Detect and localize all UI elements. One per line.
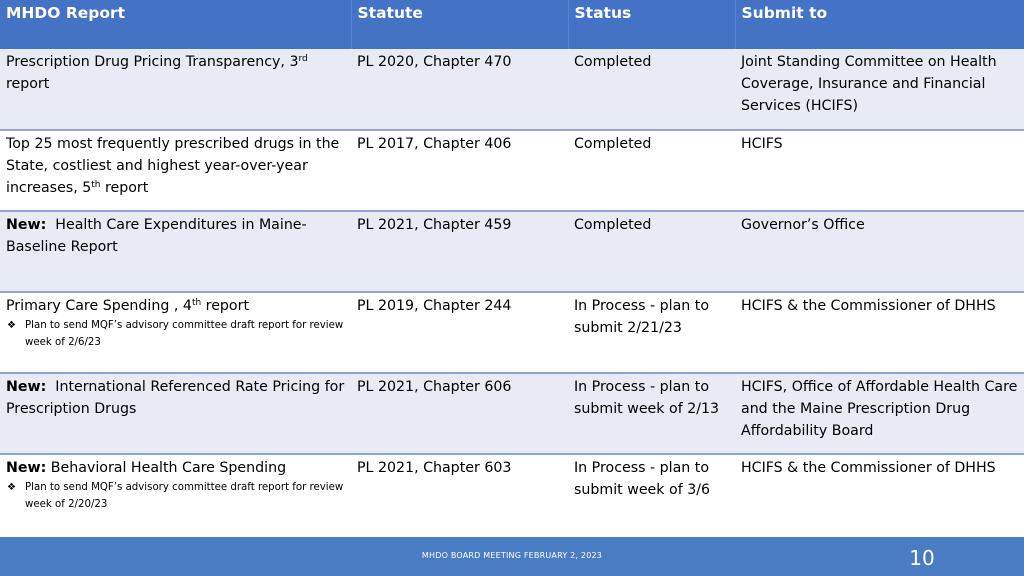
report-title: Behavioral Health Care Spending — [46, 460, 287, 476]
status-cell: In Process - plan to submit week of 3/6 — [568, 454, 735, 535]
submit-to-cell: Joint Standing Committee on Health Coverage, Insurance and Financial Services (HCIFS) — [735, 49, 1024, 130]
header-submit-to: Submit to — [735, 0, 1024, 49]
table-header — [0, 0, 1024, 49]
statute-cell: PL 2019, Chapter 244 — [351, 292, 568, 373]
note-text: Plan to send MQF’s advisory committee draft report for review week of 2/20/23 — [25, 482, 344, 510]
new-label: New: — [6, 379, 47, 395]
new-label: New: — [6, 460, 47, 476]
header-mhdo-report: MHDO Report — [0, 0, 351, 49]
status-cell: In Process - plan to submit 2/21/23 — [568, 292, 735, 373]
new-label: New: — [6, 217, 47, 233]
report-notes — [6, 318, 345, 351]
report-title: Top 25 most frequently prescribed drugs in the State, costliest and highest year-over-year increases, 5 — [6, 136, 340, 196]
report-cell — [0, 454, 351, 535]
status-cell: In Process - plan to submit week of 2/13 — [568, 373, 735, 454]
report-cell — [0, 49, 351, 130]
table-row — [0, 373, 1024, 454]
page-number: 10 — [909, 546, 935, 570]
submit-to-cell: HCIFS — [735, 130, 1024, 211]
report-cell — [0, 373, 351, 454]
report-notes — [6, 480, 345, 513]
ordinal-suffix: th — [191, 298, 202, 308]
table-row — [0, 292, 1024, 373]
table-row — [0, 130, 1024, 211]
statute-cell: PL 2021, Chapter 606 — [351, 373, 568, 454]
ordinal-suffix: rd — [298, 54, 308, 64]
statute-cell: PL 2020, Chapter 470 — [351, 49, 568, 130]
statute-cell: PL 2021, Chapter 459 — [351, 211, 568, 292]
report-cell — [0, 211, 351, 292]
report-title-end: report — [6, 76, 50, 92]
status-cell: Completed — [568, 130, 735, 211]
statute-cell: PL 2021, Chapter 603 — [351, 454, 568, 535]
report-title-end: report — [100, 180, 149, 196]
table-row — [0, 454, 1024, 535]
meeting-caption: MHDO BOARD MEETING FEBRUARY 2, 2023 — [421, 551, 603, 560]
note-item — [6, 318, 345, 351]
note-text: Plan to send MQF’s advisory committee draft report for review week of 2/6/23 — [25, 320, 344, 348]
slide-footer — [0, 537, 1024, 576]
table-row — [0, 49, 1024, 130]
report-title: Prescription Drug Pricing Transparency, 3 — [6, 54, 299, 70]
header-statute: Statute — [351, 0, 568, 49]
report-title: International Referenced Rate Pricing for Prescription Drugs — [6, 379, 349, 417]
ordinal-suffix: th — [91, 180, 101, 190]
report-cell — [0, 130, 351, 211]
statute-cell: PL 2017, Chapter 406 — [351, 130, 568, 211]
submit-to-cell: Governor’s Office — [735, 211, 1024, 292]
submit-to-cell: HCIFS & the Commissioner of DHHS — [735, 454, 1024, 535]
note-item — [6, 480, 345, 513]
status-cell: Completed — [568, 211, 735, 292]
report-title-end: report — [201, 298, 250, 314]
table-row — [0, 211, 1024, 292]
report-title: Health Care Expenditures in Maine-Baseline Report — [6, 217, 307, 255]
submit-to-cell: HCIFS, Office of Affordable Health Care and the Maine Prescription Drug Affordability Board — [735, 373, 1024, 454]
header-status: Status — [568, 0, 735, 49]
report-cell — [0, 292, 351, 373]
report-title: Primary Care Spending , 4 — [6, 298, 192, 314]
header-row — [0, 0, 1024, 49]
diamond-bullet-icon: ❖ — [7, 482, 16, 493]
status-cell: Completed — [568, 49, 735, 130]
diamond-bullet-icon: ❖ — [7, 320, 16, 331]
submit-to-cell: HCIFS & the Commissioner of DHHS — [735, 292, 1024, 373]
